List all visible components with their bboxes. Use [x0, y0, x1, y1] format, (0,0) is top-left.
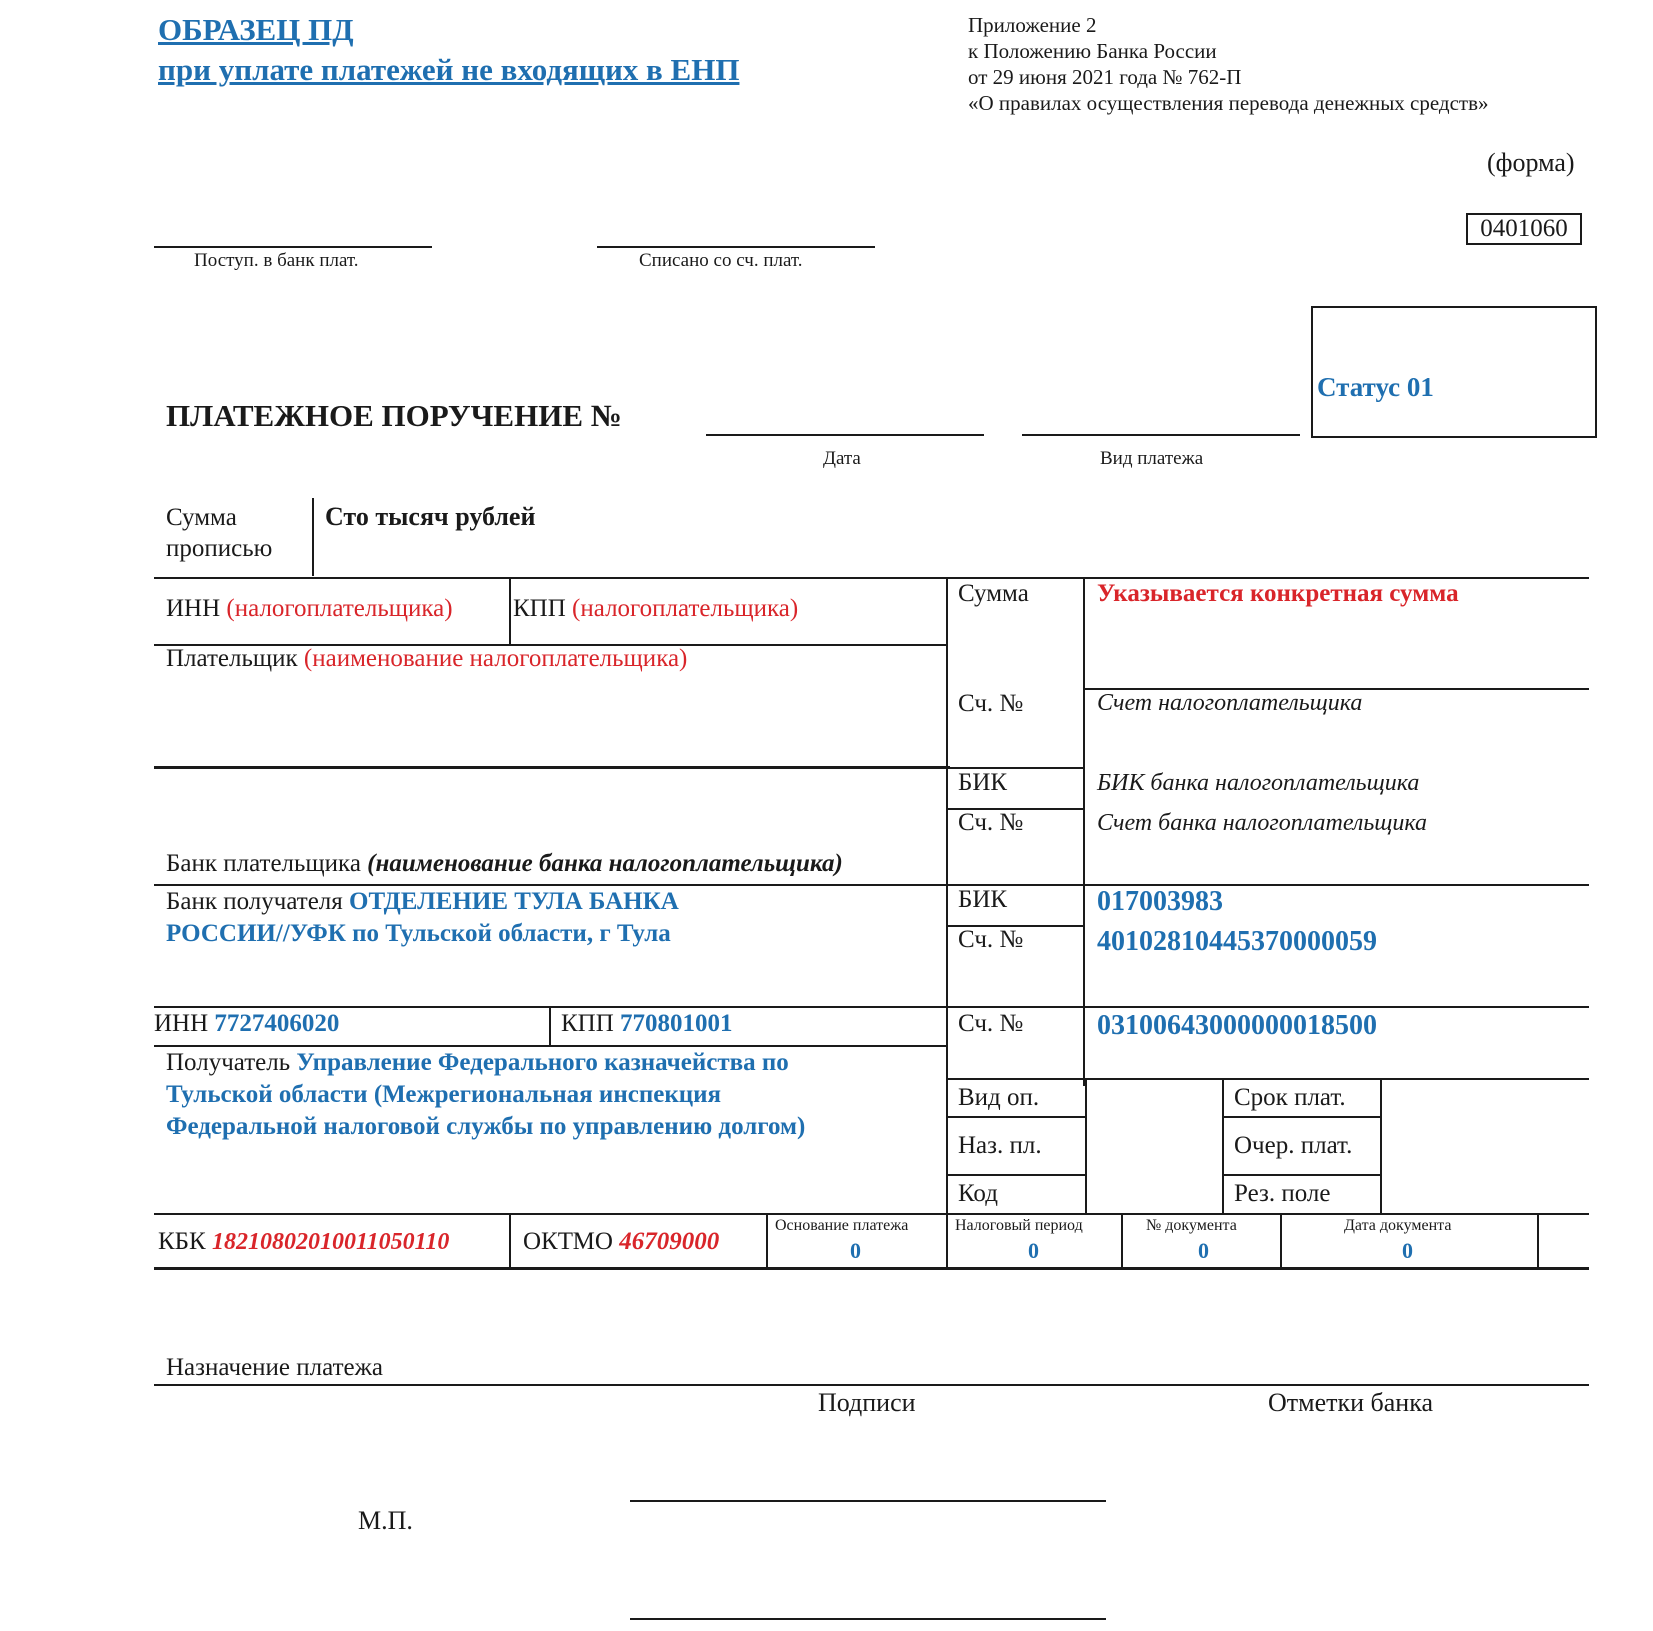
amount-words-label-line: Сумма	[166, 504, 237, 531]
payer-name-value: (наименование налогоплательщика)	[303, 645, 688, 672]
payer-kpp-value: (налогоплательщика)	[572, 595, 799, 622]
op-type-label: Вид оп.	[958, 1084, 1040, 1111]
col-line	[1083, 577, 1085, 1086]
amount-words-value: Сто тысяч рублей	[325, 502, 536, 531]
priority-label: Очер. плат.	[1234, 1132, 1353, 1159]
col-line	[1380, 1078, 1382, 1213]
received-label: Поступ. в банк плат.	[194, 250, 359, 271]
recipient-bank	[166, 886, 679, 950]
recipient-inn	[154, 1010, 339, 1038]
col-line	[549, 1006, 551, 1045]
document-title: ПЛАТЕЖНОЕ ПОРУЧЕНИЕ №	[166, 398, 622, 433]
signature-line	[630, 1618, 1106, 1620]
kbk-value: 18210802010011050110	[211, 1229, 450, 1255]
oktmo-label: ОКТМО	[523, 1228, 613, 1255]
row-line	[948, 1174, 1085, 1176]
payer-bank-bik-value: БИК банка налогоплательщика	[1097, 770, 1420, 796]
purpose-code-label: Наз. пл.	[958, 1132, 1042, 1159]
recipient-account-label: Сч. №	[958, 1010, 1024, 1037]
payer-account-value: Счет налогоплательщика	[1097, 690, 1363, 716]
payer-kpp-label: КПП	[513, 595, 566, 622]
recipient-kpp-label: КПП	[561, 1010, 614, 1037]
code-label: Код	[958, 1180, 998, 1207]
payer-inn	[166, 595, 453, 623]
doc-date-value: 0	[1402, 1238, 1413, 1263]
recipient-bank-line	[166, 886, 679, 918]
basis-value: 0	[850, 1238, 861, 1263]
recipient-bank-account-value: 40102810445370000059	[1097, 926, 1377, 957]
due-date-label: Срок плат.	[1234, 1084, 1346, 1111]
payer-bank-account-label: Сч. №	[958, 809, 1024, 836]
recipient-name-line	[166, 1047, 805, 1079]
recipient-bank-value: ОТДЕЛЕНИЕ ТУЛА БАНКА	[349, 888, 679, 915]
row-line	[154, 1006, 1589, 1008]
col-line	[1085, 1078, 1087, 1213]
payer-inn-value: (налогоплательщика)	[226, 595, 453, 622]
doc-num-value: 0	[1198, 1238, 1209, 1263]
row-line	[1222, 1174, 1382, 1176]
payer-kpp	[513, 595, 798, 623]
recipient-value: Управление Федерального казначейства по	[296, 1049, 789, 1076]
row-line	[1222, 1116, 1382, 1118]
amount-words-label	[166, 502, 272, 564]
appendix-line: к Положению Банка России	[968, 39, 1217, 63]
col-line	[766, 1213, 768, 1269]
recipient-inn-value: 7727406020	[214, 1010, 340, 1037]
doc-date-label: Дата документа	[1344, 1217, 1452, 1234]
row-line	[154, 1213, 1589, 1215]
row-line	[948, 1116, 1085, 1118]
sum-label: Сумма	[958, 580, 1029, 607]
received-line	[154, 246, 432, 248]
payer-bank-value: (наименование банка налогоплательщика)	[367, 850, 843, 877]
col-line	[509, 1213, 511, 1269]
recipient-inn-label: ИНН	[154, 1010, 209, 1037]
recipient-name	[166, 1047, 805, 1143]
debited-label: Списано со сч. плат.	[639, 250, 803, 271]
recipient-kpp-value: 770801001	[620, 1010, 733, 1037]
appendix-block	[968, 12, 1489, 116]
appendix-line: от 29 июня 2021 года № 762-П	[968, 65, 1242, 89]
reserve-label: Рез. поле	[1234, 1180, 1331, 1207]
col-line	[1537, 1213, 1539, 1269]
recipient-bank-account-label: Сч. №	[958, 926, 1024, 953]
debited-line	[597, 246, 875, 248]
payer-bank	[166, 850, 843, 878]
signature-line	[630, 1500, 1106, 1502]
amount-words-divider	[312, 498, 314, 576]
recipient-value: Федеральной налоговой службы по управлению долгом)	[166, 1113, 806, 1140]
sample-title: ОБРАЗЕЦ ПД	[158, 12, 354, 47]
appendix-line: «О правилах осуществления перевода денежных средств»	[968, 91, 1489, 115]
signatures-label: Подписи	[818, 1388, 916, 1417]
payer-bank-account-value: Счет банка налогоплательщика	[1097, 810, 1428, 836]
col-line	[509, 577, 511, 644]
basis-label: Основание платежа	[775, 1217, 909, 1234]
sum-value: Указывается конкретная сумма	[1097, 580, 1459, 607]
payer-name	[166, 645, 687, 673]
payer-bank-bik-label: БИК	[958, 769, 1008, 796]
recipient-bank-bik-value: 017003983	[1097, 886, 1223, 917]
period-label: Налоговый период	[955, 1217, 1083, 1234]
col-line	[1222, 1078, 1224, 1213]
col-line	[946, 577, 948, 1267]
form-label: (форма)	[1487, 148, 1575, 177]
purpose-label: Назначение платежа	[166, 1354, 383, 1381]
stamp-label: М.П.	[358, 1506, 413, 1535]
bank-marks-label: Отметки банка	[1268, 1388, 1434, 1417]
oktmo	[523, 1228, 719, 1256]
recipient-bank-bik-label: БИК	[958, 886, 1008, 913]
payer-bank-label: Банк плательщика	[166, 850, 361, 877]
status-box	[1311, 306, 1597, 438]
period-value: 0	[1028, 1238, 1039, 1263]
appendix-line: Приложение 2	[968, 13, 1097, 37]
recipient-bank-label: Банк получателя	[166, 888, 343, 915]
recipient-value: Тульской области (Межрегиональная инспекция	[166, 1081, 722, 1108]
row-line	[154, 766, 950, 769]
oktmo-value: 46709000	[619, 1228, 720, 1255]
row-line	[154, 577, 1589, 579]
recipient-kpp	[561, 1010, 733, 1038]
recipient-bank-value: РОССИИ//УФК по Тульской области, г Тула	[166, 920, 671, 947]
payment-type-label: Вид платежа	[1100, 448, 1204, 469]
col-line	[1280, 1213, 1282, 1269]
row-line	[948, 1078, 1589, 1080]
number-line	[706, 434, 984, 436]
payer-name-label: Плательщик	[166, 645, 298, 672]
date-label: Дата	[823, 448, 861, 469]
amount-words-label-line: прописью	[166, 535, 273, 562]
kbk	[158, 1228, 449, 1256]
date-line	[1022, 434, 1300, 436]
form-code-box: 0401060	[1466, 213, 1582, 245]
payer-inn-label: ИНН	[166, 595, 221, 622]
recipient-label: Получатель	[166, 1049, 291, 1076]
recipient-account-value: 03100643000000018500	[1097, 1010, 1377, 1041]
status-value: Статус 01	[1317, 372, 1434, 402]
doc-num-label: № документа	[1146, 1217, 1237, 1234]
purpose-line	[154, 1384, 1589, 1386]
col-line	[1121, 1213, 1123, 1269]
payer-account-label: Сч. №	[958, 690, 1024, 717]
sample-subtitle: при уплате платежей не входящих в ЕНП	[158, 52, 740, 87]
row-line	[154, 1267, 1589, 1270]
kbk-label: КБК	[158, 1228, 206, 1255]
